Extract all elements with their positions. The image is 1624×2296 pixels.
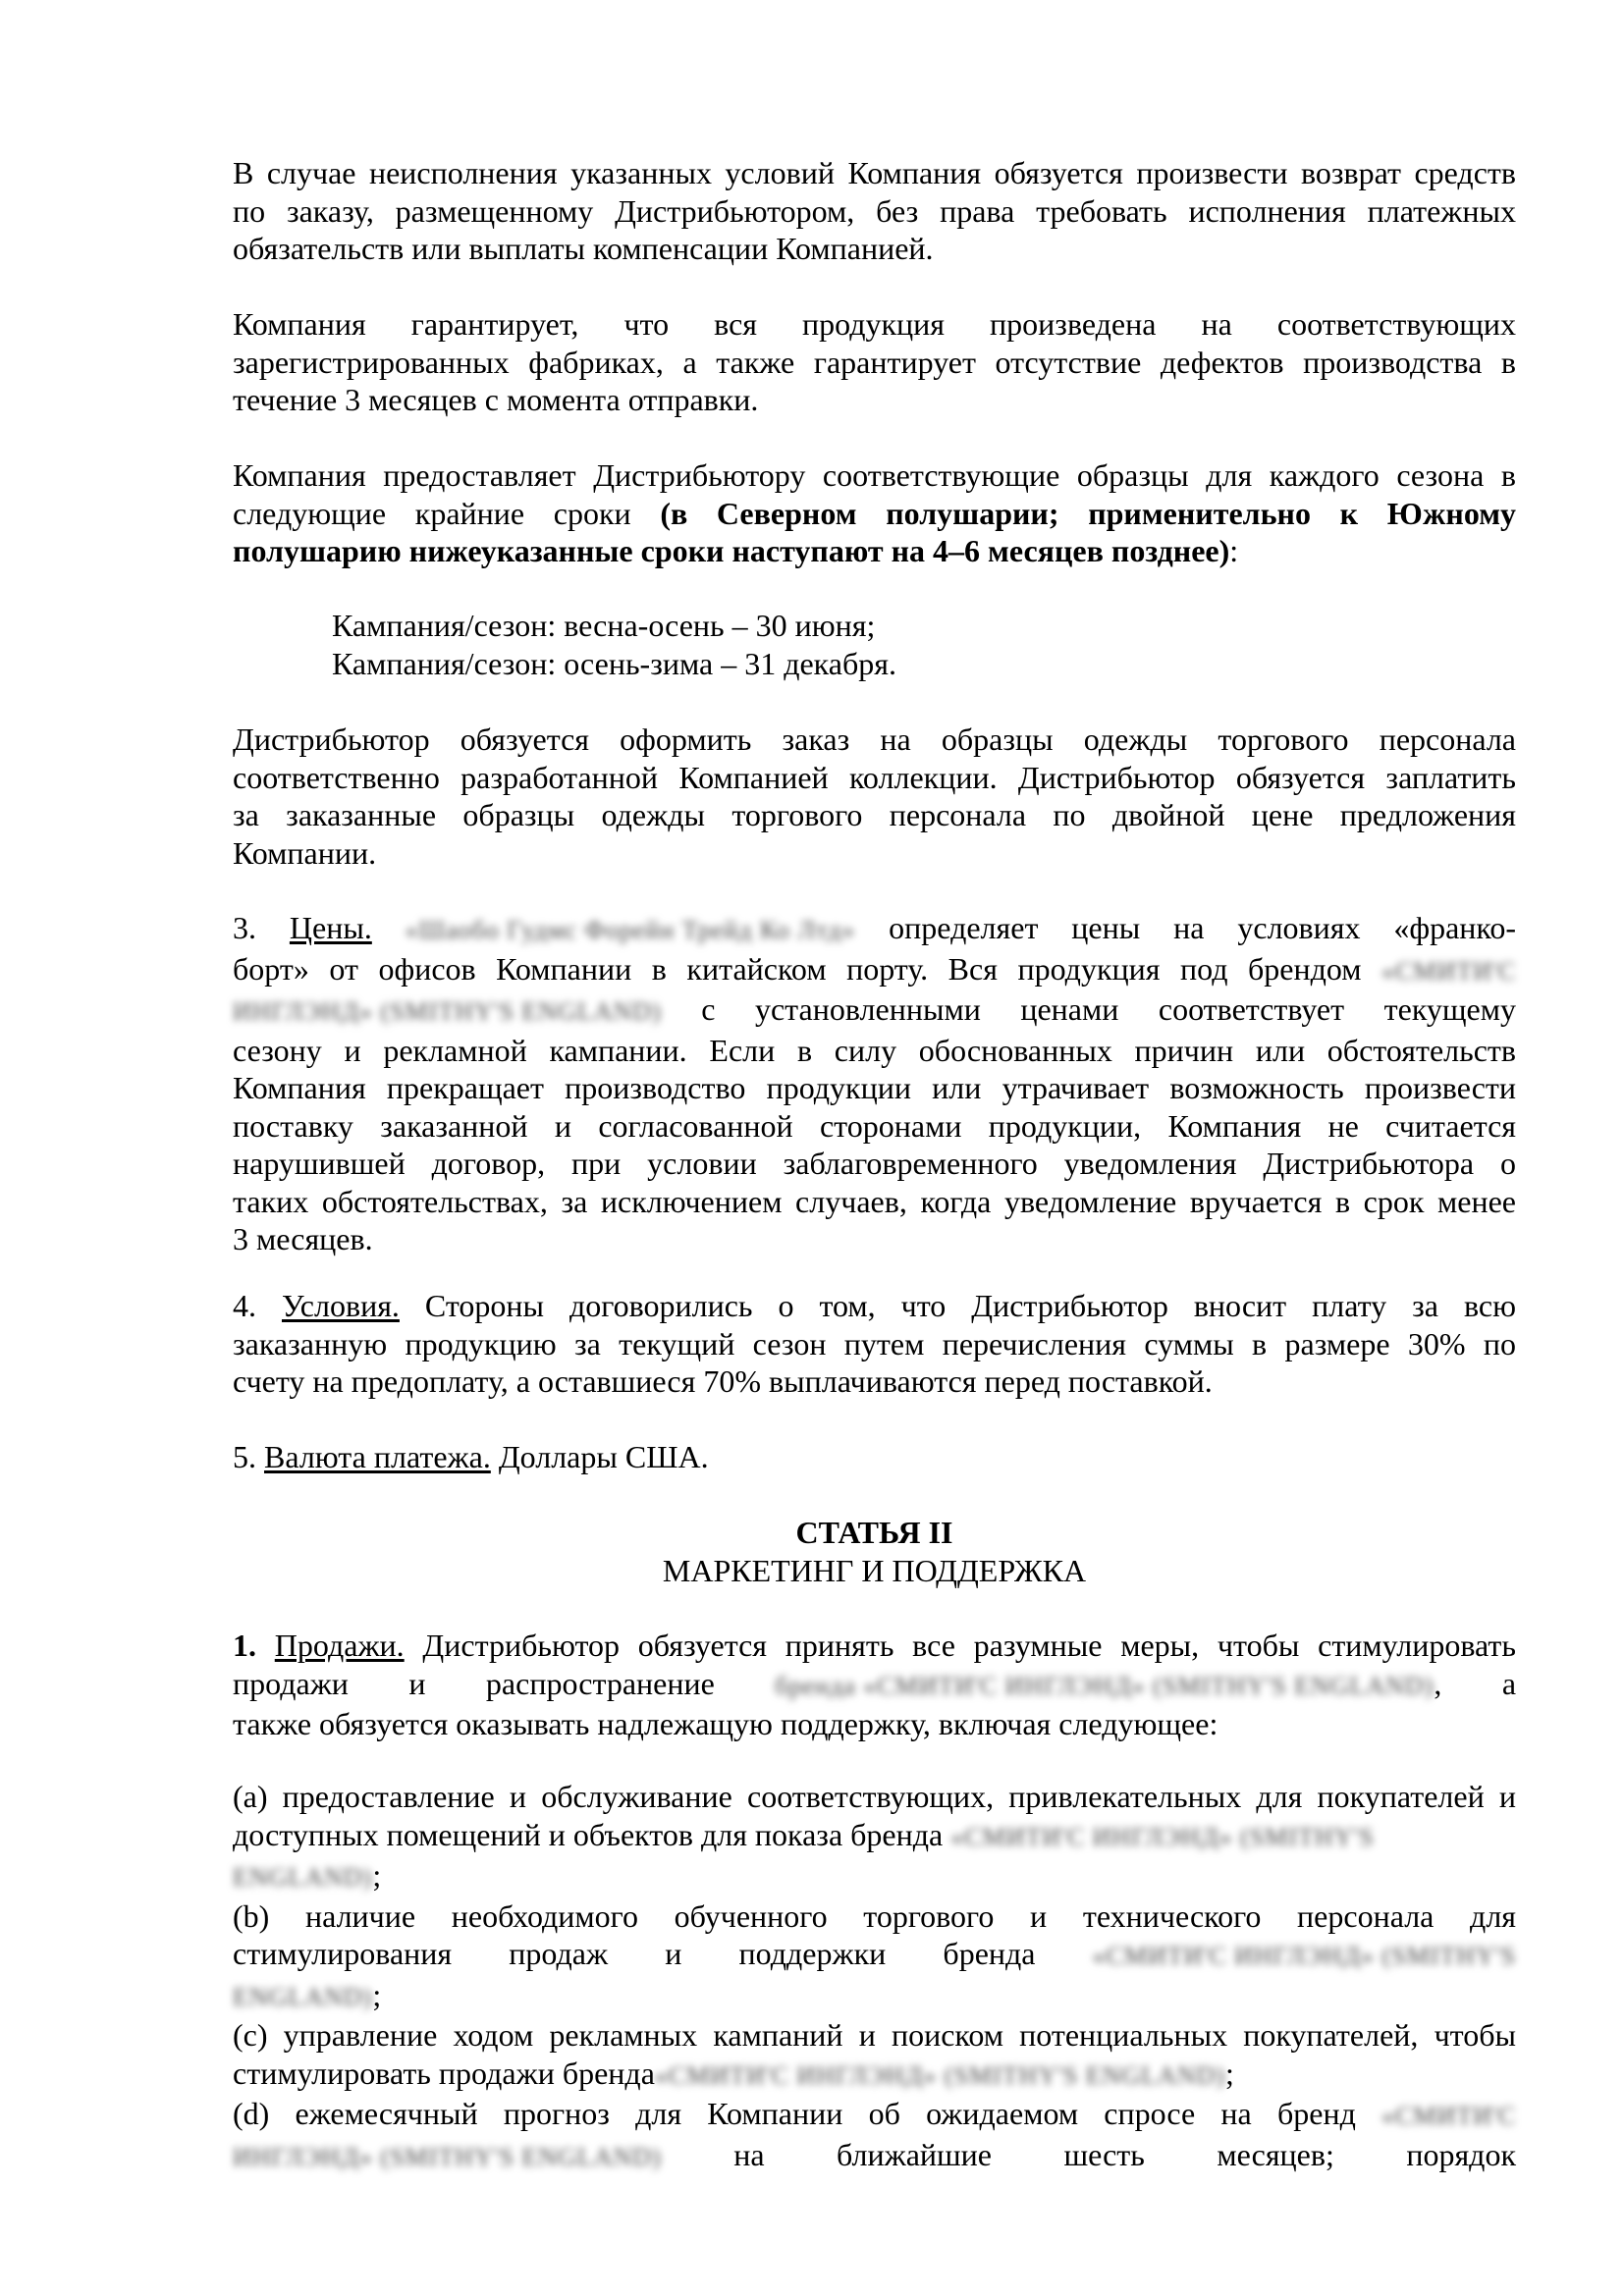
text-plain: на ближайшие шесть месяцев; порядок xyxy=(733,2136,1517,2172)
text-plain: Стороны договорились о том, что Дистрибьютор вносит плату за всю xyxy=(399,1288,1517,1323)
text-line: обязательств или выплаты компенсации Компанией. xyxy=(233,231,934,266)
redacted-brand: ENGLAND) xyxy=(233,1863,373,1892)
paragraph-refund xyxy=(233,154,1516,268)
text-plain: следующие крайние сроки xyxy=(233,495,661,531)
redacted-brand: ИНГЛЭНД» (SMITHY'S ENGLAND) xyxy=(233,2142,662,2171)
text-plain: ; xyxy=(372,1857,382,1893)
text-line xyxy=(233,495,1516,533)
text-line xyxy=(233,1665,1516,1706)
text-line: Компания предоставляет Дистрибьютору соответствующие образцы для каждого сезона в xyxy=(233,457,1516,493)
article-subtitle: МАРКЕТИНГ И ПОДДЕРЖКА xyxy=(662,1552,1087,1588)
section-number: 3. xyxy=(233,910,290,945)
list-item-a: (a) предоставление и обслуживание соответствующих, привлекательных для покупателей и xyxy=(233,1779,1516,1814)
text-plain: ; xyxy=(372,1976,382,2012)
text-line: течение 3 месяцев с момента отправки. xyxy=(233,382,759,417)
section-prices xyxy=(233,909,1516,1258)
text-line xyxy=(233,2136,1516,2177)
redacted-company: «Шаобо Гудмс Форейн Трейд Ко Лтд» xyxy=(405,916,856,944)
article-title: СТАТЬЯ II xyxy=(795,1515,953,1550)
text-line xyxy=(233,1438,1516,1476)
text-line xyxy=(233,909,1516,950)
text-plain: с установленными ценами соответствует текущему xyxy=(701,991,1517,1027)
text-plain: (d) ежемесячный прогноз для Компании об ожидаемом спросе на бренд xyxy=(233,2096,1356,2131)
text-line xyxy=(233,1856,1516,1897)
text-line: таких обстоятельствах, за исключением случаев, когда уведомление вручается в срок менее xyxy=(233,1183,1516,1219)
section-conditions xyxy=(233,1287,1516,1401)
text-line xyxy=(233,1287,1516,1325)
text-line: Компания прекращает производство продукции или утрачивает возможность произвести xyxy=(233,1070,1516,1105)
redacted-brand: «СМИТИ'С ИНГЛЭНД» (SMITHY'S xyxy=(1092,1942,1516,1970)
redacted-brand: «СМИТИ'С xyxy=(1381,2102,1517,2130)
text-plain: стимулировать продажи бренда xyxy=(233,2055,655,2091)
season-list xyxy=(332,607,896,682)
text-line: сезону и рекламной кампании. Если в силу обоснованных причин или обстоятельств xyxy=(233,1032,1516,1068)
text-line: поставку заказанной и согласованной сторонами продукции, Компания не считается xyxy=(233,1107,1516,1144)
text-plain: : xyxy=(1229,533,1239,568)
text-line xyxy=(233,990,1516,1032)
text-line xyxy=(233,950,1516,991)
text-line: заказанную продукцию за текущий сезон путем перечисления суммы в размере 30% по xyxy=(233,1325,1516,1362)
list-item-b: (b) наличие необходимого обученного торгового и технического персонала для xyxy=(233,1897,1516,1934)
text-plain: определяет цены на условиях «франко- xyxy=(889,910,1517,945)
season-item: Кампания/сезон: осень-зима – 31 декабря. xyxy=(332,645,896,681)
text-line: счету на предоплату, а оставшиеся 70% выплачиваются перед поставкой. xyxy=(233,1363,1213,1399)
text-plain: Доллары США. xyxy=(490,1439,709,1474)
text-line: Компания гарантирует, что вся продукция произведена на соответствующих xyxy=(233,306,1516,342)
paragraph-guarantee xyxy=(233,305,1516,419)
text-line: за заказанные образцы одежды торгового персонала по двойной цене предложения xyxy=(233,797,1516,832)
text-bold: полушарию нижеуказанные сроки наступают на 4–6 месяцев позднее) xyxy=(233,533,1230,568)
redacted-brand: ENGLAND) xyxy=(233,1982,373,2011)
section-number: 4. xyxy=(233,1288,282,1323)
text-line: нарушившей договор, при условии заблаговременного уведомления Дистрибьютора о xyxy=(233,1146,1516,1181)
paragraph-samples xyxy=(233,456,1516,570)
text-line xyxy=(233,2055,1516,2096)
list-item-c: (c) управление ходом рекламных кампаний и поиском потенциальных покупателей, чтобы xyxy=(233,2017,1516,2053)
redacted-brand: «СМИТИ'С ИНГЛЭНД» (SMITHY'S ENGLAND) xyxy=(654,2060,1226,2090)
paragraph-staff-samples xyxy=(233,721,1516,872)
redacted-brand: «СМИТИ'С ИНГЛЭНД» (SMITHY'S xyxy=(950,1822,1375,1851)
text-bold: (в Северном полушарии; применительно к Южному xyxy=(660,495,1517,531)
text-plain: доступных помещений и объектов для показа бренда xyxy=(233,1816,944,1852)
section-title: Валюта платежа. xyxy=(264,1439,491,1474)
text-line xyxy=(233,1976,1516,2017)
season-item: Кампания/сезон: весна-осень – 30 июня; xyxy=(332,608,876,643)
section-currency xyxy=(233,1438,1516,1476)
text-line xyxy=(233,1627,1516,1665)
text-line: также обязуется оказывать надлежащую поддержку, включая следующее: xyxy=(233,1706,1218,1741)
section-title: Продажи. xyxy=(274,1628,405,1663)
text-line: В случае неисполнения указанных условий Компания обязуется произвести возврат средств xyxy=(233,155,1516,190)
text-line xyxy=(233,1935,1516,1976)
text-plain: борт» от офисов Компании в китайском порту. Вся продукция под брендом xyxy=(233,950,1362,987)
text-line: Дистрибьютор обязуется оформить заказ на образцы одежды торгового персонала xyxy=(233,721,1516,757)
section-sales xyxy=(233,1627,1516,1743)
text-line xyxy=(233,1816,1516,1857)
section-title: Цены. xyxy=(289,910,372,945)
section-number: 5. xyxy=(233,1439,264,1474)
text-line: по заказу, размещенному Дистрибьютором, без права требовать исполнения платежных xyxy=(233,192,1516,229)
article-heading xyxy=(233,1514,1516,1589)
text-plain: ; xyxy=(1225,2055,1234,2091)
text-plain: стимулирования продаж и поддержки бренда xyxy=(233,1936,1036,1971)
support-list xyxy=(233,1778,1516,2176)
redacted-brand: бренда «СМИТИ'С ИНГЛЭНД» (SMITHY'S ENGLAND) xyxy=(775,1671,1435,1700)
list-item-d xyxy=(233,2095,1516,2136)
text-line xyxy=(233,532,1516,570)
text-line: зарегистрированных фабриках, а также гарантирует отсутствие дефектов производства в xyxy=(233,344,1516,380)
text-line: 3 месяцев. xyxy=(233,1221,373,1256)
text-line: соответственно разработанной Компанией коллекции. Дистрибьютор обязуется заплатить xyxy=(233,759,1516,795)
text-line: Компании. xyxy=(233,834,377,871)
redacted-brand: «СМИТИ'С xyxy=(1381,956,1517,986)
text-plain: Дистрибьютор обязуется принять все разумные меры, чтобы стимулировать xyxy=(404,1628,1517,1663)
text-plain: продажи и распространение xyxy=(233,1665,715,1701)
text-plain: , а xyxy=(1434,1665,1517,1701)
redacted-brand: ИНГЛЭНД» (SMITHY'S ENGLAND) xyxy=(233,997,662,1026)
section-number: 1. xyxy=(233,1628,256,1663)
section-title: Условия. xyxy=(281,1288,400,1323)
